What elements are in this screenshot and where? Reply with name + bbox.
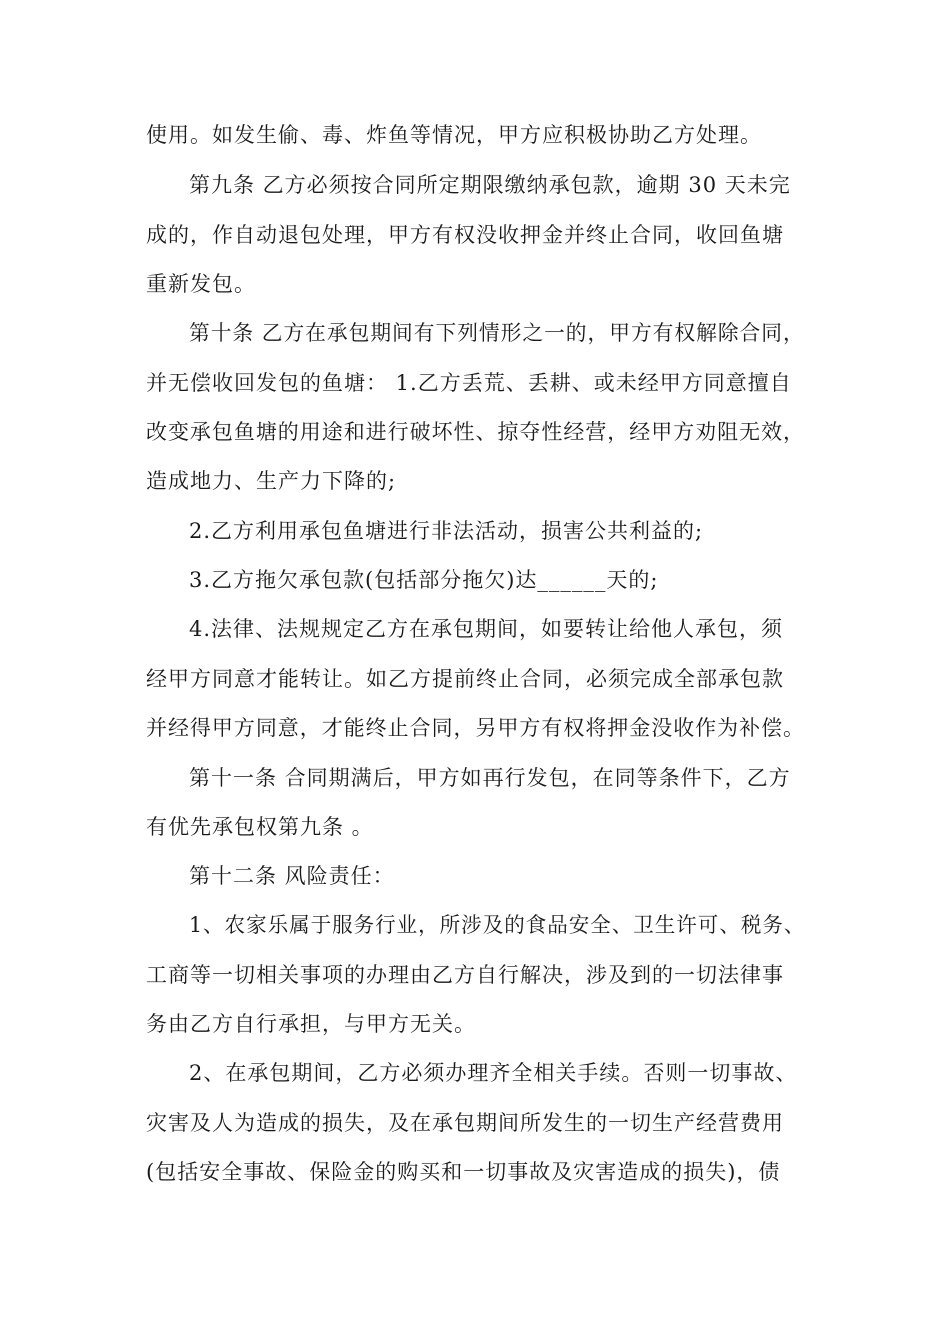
text-line: (包括安全事故、保险金的购买和一切事故及灾害造成的损失)，债 xyxy=(146,1160,781,1184)
text-line: 使用。如发生偷、毒、炸鱼等情况，甲方应积极协助乙方处理。 xyxy=(146,123,762,147)
text-line: 4.法律、法规规定乙方在承包期间，如要转让给他人承包，须 xyxy=(189,617,784,641)
text-line: 2.乙方利用承包鱼塘进行非法活动，损害公共利益的; xyxy=(189,519,704,543)
text-line: 有优先承包权第九条 。 xyxy=(146,815,374,839)
text-line: 重新发包。 xyxy=(146,272,256,296)
text-line: 灾害及人为造成的损失，及在承包期间所发生的一切生产经营费用 xyxy=(146,1111,784,1135)
text-line: 1、农家乐属于服务行业，所涉及的食品安全、卫生许可、税务、 xyxy=(189,913,806,937)
text-line: 3.乙方拖欠承包款(包括部分拖欠)达______天的; xyxy=(189,568,659,592)
text-line: 第九条 乙方必须按合同所定期限缴纳承包款，逾期 30 天未完 xyxy=(189,173,791,197)
text-line: 改变承包鱼塘的用途和进行破坏性、掠夺性经营，经甲方劝阻无效， xyxy=(146,420,806,444)
text-line: 第十条 乙方在承包期间有下列情形之一的，甲方有权解除合同， xyxy=(189,321,805,345)
text-line: 务由乙方自行承担，与甲方无关。 xyxy=(146,1012,476,1036)
text-line: 造成地力、生产力下降的; xyxy=(146,469,397,493)
text-line: 工商等一切相关事项的办理由乙方自行解决，涉及到的一切法律事 xyxy=(146,963,784,987)
text-line: 经甲方同意才能转让。如乙方提前终止合同，必须完成全部承包款 xyxy=(146,667,784,691)
text-line: 并经得甲方同意，才能终止合同，另甲方有权将押金没收作为补偿。 xyxy=(146,716,806,740)
text-line: 2、在承包期间，乙方必须办理齐全相关手续。否则一切事故、 xyxy=(189,1061,798,1085)
text-line: 第十二条 风险责任： xyxy=(189,864,395,888)
text-line: 并无偿收回发包的鱼塘： 1.乙方丢荒、丢耕、或未经甲方同意擅自 xyxy=(146,371,792,395)
text-line: 第十一条 合同期满后，甲方如再行发包，在同等条件下，乙方 xyxy=(189,766,791,790)
text-line: 成的，作自动退包处理，甲方有权没收押金并终止合同，收回鱼塘 xyxy=(146,223,784,247)
